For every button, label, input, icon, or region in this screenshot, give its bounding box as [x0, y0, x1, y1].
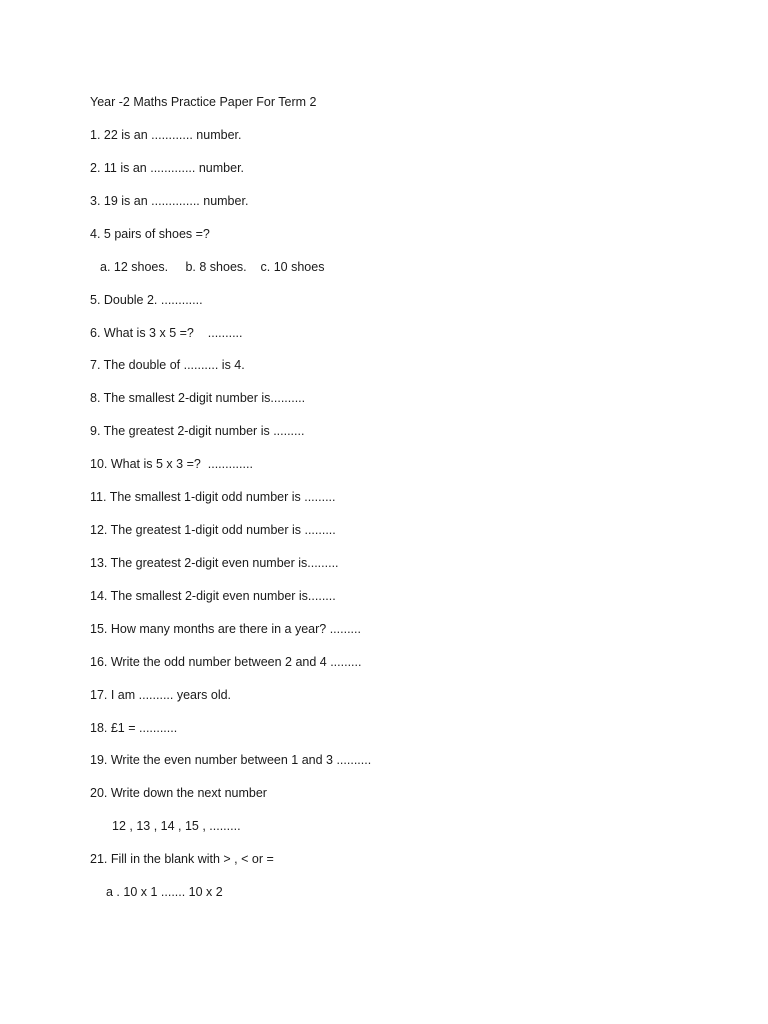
question-line: 13. The greatest 2-digit even number is.........: [90, 556, 339, 570]
question-line: 18. £1 = ...........: [90, 721, 178, 735]
question-line: 2. 11 is an ............. number.: [90, 161, 245, 175]
comparison-item: a . 10 x 1 ....... 10 x 2: [106, 885, 223, 899]
question-line: 11. The smallest 1-digit odd number is .........: [90, 490, 336, 504]
question-line: 4. 5 pairs of shoes =?: [90, 227, 210, 241]
question-line: 3. 19 is an .............. number.: [90, 194, 249, 208]
question-line: 14. The smallest 2-digit even number is........: [90, 589, 336, 603]
question-line: 7. The double of .......... is 4.: [90, 358, 245, 372]
number-sequence: 12 , 13 , 14 , 15 , .........: [112, 819, 241, 833]
question-line: 17. I am .......... years old.: [90, 688, 232, 702]
question-line: 19. Write the even number between 1 and 3 ..........: [90, 753, 372, 767]
question-line: 15. How many months are there in a year? .........: [90, 622, 361, 636]
answer-options: a. 12 shoes. b. 8 shoes. c. 10 shoes: [100, 260, 325, 274]
page-title: Year -2 Maths Practice Paper For Term 2: [90, 95, 317, 109]
question-line: 6. What is 3 x 5 =? ..........: [90, 326, 243, 340]
question-line: 16. Write the odd number between 2 and 4 .........: [90, 655, 362, 669]
question-line: 21. Fill in the blank with > , < or =: [90, 852, 274, 866]
question-line: 9. The greatest 2-digit number is .........: [90, 424, 305, 438]
question-line: 8. The smallest 2-digit number is..........: [90, 391, 306, 405]
question-line: 12. The greatest 1-digit odd number is .........: [90, 523, 336, 537]
question-line: 1. 22 is an ............ number.: [90, 128, 242, 142]
question-line: 20. Write down the next number: [90, 786, 267, 800]
question-line: 5. Double 2. ............: [90, 293, 203, 307]
question-line: 10. What is 5 x 3 =? .............: [90, 457, 253, 471]
